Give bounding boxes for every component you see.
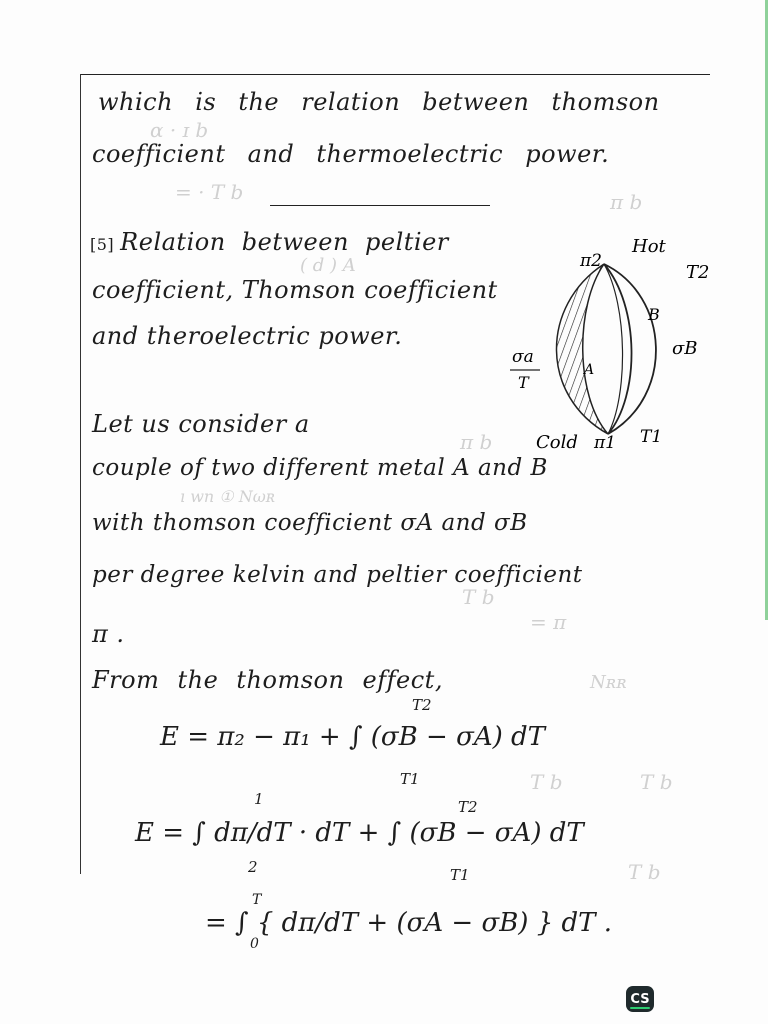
bleed-through-mark: π b <box>610 190 643 214</box>
t1-label: T1 <box>640 427 663 447</box>
sigma-b-label: σB <box>672 338 698 359</box>
equation-3: = ∫ { dπ/dT + (σA − σB) } dT . <box>205 908 613 938</box>
equation-3-upper-limit: T <box>252 892 262 908</box>
equation-1-upper-limit: T2 <box>412 696 432 714</box>
page-frame-top-line <box>80 74 710 75</box>
cold-label: Cold <box>536 432 578 453</box>
bleed-through-mark: Nʀʀ <box>590 672 627 693</box>
bleed-through-mark: ( d ) A <box>300 255 356 276</box>
equation-1: E = π₂ − π₁ + ∫ (σB − σA) dT <box>160 722 545 752</box>
hot-label: Hot <box>632 236 666 257</box>
text-line-8: with thomson coefficient σA and σB <box>92 510 528 536</box>
equation-2-upper-limit-2: T2 <box>458 798 478 816</box>
text-line-4: coefficient, Thomson coefficient <box>92 276 498 304</box>
section-heading <box>90 228 449 256</box>
bullet-marker: [5] <box>90 235 115 254</box>
equation-3-lower-limit: 0 <box>250 936 259 952</box>
equation-2-lower-limit-2: T1 <box>450 866 470 884</box>
equation-1-lower-limit: T1 <box>400 770 420 788</box>
bleed-through-mark: ɑ · ɪ b <box>150 118 209 142</box>
b-label: B <box>648 305 660 324</box>
sigma-a-label: σa <box>512 347 534 367</box>
thermocouple-diagram <box>500 236 740 476</box>
pi1-label: π1 <box>594 433 616 453</box>
text-line-10: π . <box>92 620 125 648</box>
page-frame-left-line <box>80 74 81 874</box>
camscanner-logo: CS <box>626 986 654 1012</box>
bleed-through-mark: π b <box>460 430 493 454</box>
metal-b-segment <box>604 264 656 434</box>
bleed-through-mark: T b <box>640 770 673 794</box>
bleed-through-mark: T b <box>628 860 661 884</box>
bleed-through-mark: = π <box>530 610 567 634</box>
text-line-11: From the thomson effect, <box>92 666 443 694</box>
equation-2-upper-limit-1: 1 <box>254 790 264 808</box>
text-line-1: which is the relation between thomson <box>98 88 660 116</box>
t-denominator-label: T <box>518 373 529 392</box>
text-line-3: Relation between peltier <box>120 228 449 256</box>
text-line-9: per degree kelvin and peltier coefficient <box>92 562 583 588</box>
bleed-through-mark: = · T b <box>175 180 244 204</box>
text-line-5: and theroelectric power. <box>92 322 403 350</box>
metal-a-hatched-segment <box>556 264 608 434</box>
t2-label: T2 <box>686 262 710 283</box>
text-line-2: coefficient and thermoelectric power. <box>92 140 610 168</box>
bleed-through-mark: T b <box>530 770 563 794</box>
equation-2-lower-limit-1: 2 <box>248 858 258 876</box>
a-label: A <box>584 362 595 378</box>
text-line-7: couple of two different metal A and B <box>92 455 548 481</box>
pi2-label: π2 <box>580 251 602 271</box>
text-line-6: Let us consider a <box>92 410 310 438</box>
bleed-through-mark: ı wn ① Nωʀ <box>180 487 276 506</box>
separator-line <box>270 205 490 206</box>
bleed-through-mark: T b <box>462 585 495 609</box>
equation-2: E = ∫ dπ/dT · dT + ∫ (σB − σA) dT <box>135 818 584 848</box>
